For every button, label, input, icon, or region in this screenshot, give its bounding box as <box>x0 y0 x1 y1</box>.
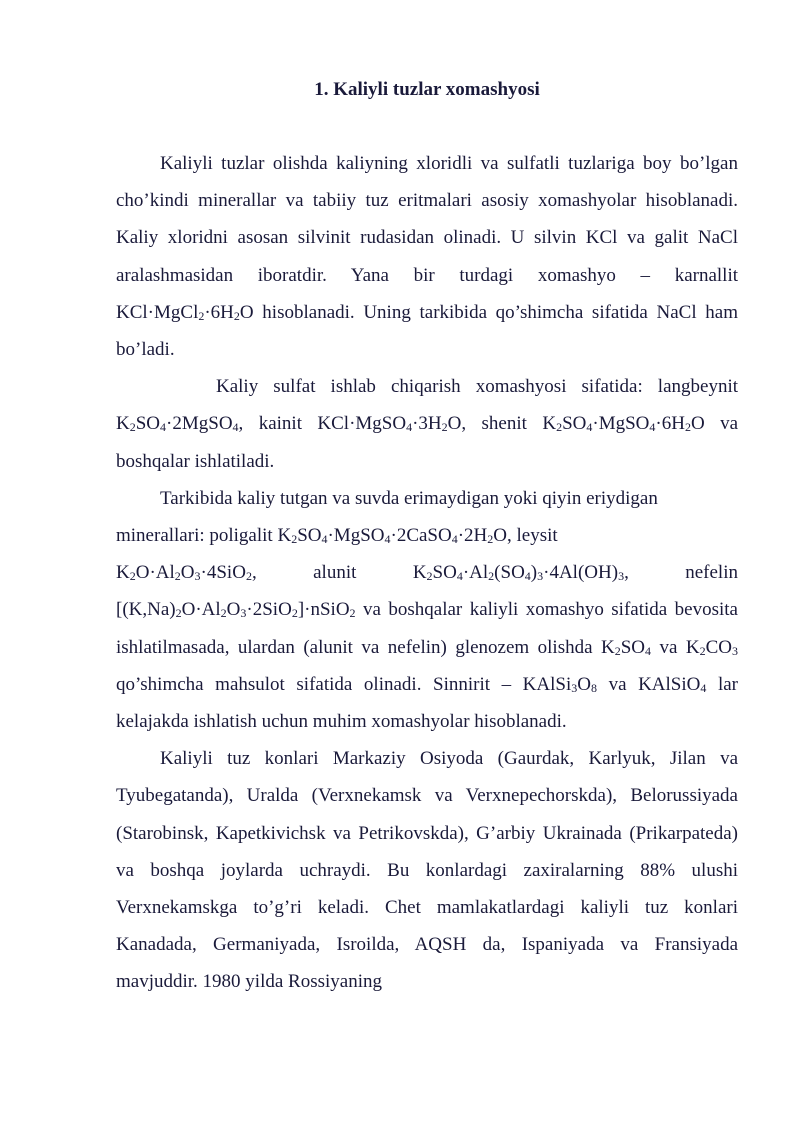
document-body <box>116 145 738 1001</box>
paragraph-1: Kaliyli tuzlar olishda kaliyning xloridli va sulfatli tuzlariga boy bo’lgan cho’kindi minerallar va tabiiy tuz eritmalari asosiy xomashyolar hisoblanadi. Kaliy xloridni asosan silvinit rudasidan olinadi. U silvin KCl va galit NaCl aralashmasidan iboratdir. Yana bir turdagi xomashyo – karnallit $KCl\cdot MgCl_2\cdot 6H_2O$ hisoblanadi. Uning tarkibida qo’shimcha sifatida NaCl ham bo’ladi. <box>116 153 738 361</box>
paragraph-3-mineral-line <box>116 554 738 591</box>
paragraph-3-start: Tarkibida kaliy tutgan va suvda erimaydigan yoki qiyin eriydigan minerallari: poligalit $K_2SO_4\cdot MgSO_4\cdot 2CaSO_4\cdot 2H_2O$, leysit <box>116 487 658 547</box>
nefelin-label: nefelin <box>685 562 738 584</box>
alunit-formula: $K_2SO_4\cdot Al_2(SO_4)_3\cdot 4Al(OH)_3$, <box>412 562 629 584</box>
leysit-formula: $K_2O\cdot Al_2O_3\cdot 4SiO_2$, <box>116 562 257 584</box>
paragraph-3-end: $[(K,Na)_2O\cdot Al_2O_3\cdot 2SiO_2]\cdot nSiO_2$ va boshqalar kaliyli xomashyo sifatida bevosita ishlatilmasada, ulardan (alunit va nefelin) glenozem olishda $K_2SO_4$ va $K_2CO_3$ qo’shimcha mahsulot sifatida olinadi. Sinnirit – $KAlSi_3O_8$ va KAlSiO$_4$ lar kelajakda ishlatish uchun muhim xomashyolar hisoblanadi. <box>116 599 738 733</box>
section-title: 1. Kaliyli tuzlar xomashyosi <box>314 79 540 100</box>
alunit-label: alunit <box>313 562 357 584</box>
paragraph-2: Kaliy sulfat ishlab chiqarish xomashyosi sifatida: langbeynit $K_2SO_4\cdot 2MgSO_4$, kainit $KCl\cdot MgSO_4\cdot 3H_2O$, shenit $K_2SO_4\cdot MgSO_4\cdot 6H_2O$ va boshqalar ishlatiladi. <box>116 376 739 472</box>
paragraph-4: Kaliyli tuz konlari Markaziy Osiyoda (Gaurdak, Karlyuk, Jilan va Tyubegatanda), Uralda (Verxnekamsk va Verxnepechorskda), Belorussiyada (Starobinsk, Kapetkivichsk va Petrikovskda), G’arbiy Ukrainada (Prikarpateda) va boshqa joylarda uchraydi. Bu konlardagi zaxiralarning 88% ulushi Verxnekamskga to’g’ri keladi. Chet mamlakatlardagi kaliyli tuz konlari Kanadada, Germaniyada, Isroilda, AQSH da, Ispaniyada va Fransiyada mavjuddir. 1980 yilda Rossiyaning <box>116 748 738 993</box>
